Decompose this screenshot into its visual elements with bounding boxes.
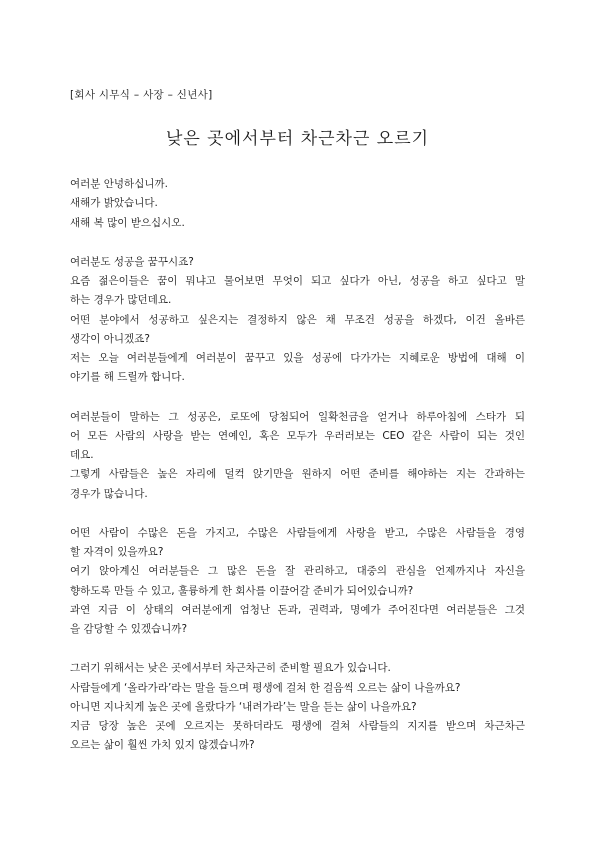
paragraph-5-line-4: 지금 당장 높은 곳에 오르지는 못하더라도 평생에 걸쳐 사람들의 지지를 받으며 차근차근	[70, 720, 525, 732]
paragraph-5-line-1: 그러기 위해서는 낮은 곳에서부터 차근차근히 준비할 필요가 있습니다.	[70, 662, 391, 675]
paragraph-1-line-3: 새해 복 많이 받으십시오.	[70, 216, 185, 229]
paragraph-5-line-3: 아니면 지나치게 높은 곳에 올랐다가 ‘내려가라’는 말을 듣는 삶이 나을까요?	[70, 700, 417, 713]
paragraph-2-line-4: 어떤 분야에서 성공하고 싶은지는 결정하지 않은 채 무조건 성공을 하겠다, 이건 올바른	[70, 313, 525, 326]
paragraph-2-line-5: 생각이 아니겠죠?	[70, 332, 150, 345]
paragraph-2-line-1: 여러분도 성공을 꿈꾸시죠?	[70, 255, 194, 268]
paragraph-3-line-4: 그렇게 사람들은 높은 자리에 덜컥 앉기만을 원하지 어떤 준비를 해야하는 지는 간과하는	[70, 468, 525, 481]
paragraph-2-line-2: 요즘 젊은이들은 꿈이 뭐냐고 물어보면 무엇이 되고 싶다가 아닌, 성공을 하고 싶다고 말	[70, 275, 525, 287]
paragraph-2-line-6: 저는 오늘 여러분들에게 여러분이 꿈꾸고 있을 성공에 다가가는 지혜로운 방법에 대해 이	[70, 352, 525, 364]
paragraph-3-line-3: 데요.	[70, 449, 94, 461]
paragraph-gap	[70, 388, 525, 408]
paragraph-3-line-5: 경우가 많습니다.	[70, 487, 148, 500]
paragraph-4-line-6: 을 감당할 수 있겠습니까?	[70, 623, 188, 635]
paragraph-gap	[70, 504, 525, 524]
paragraph-gap	[70, 639, 525, 659]
page-title: 낮은 곳에서부터 차근차근 오르기	[165, 129, 430, 149]
paragraph-1-line-1: 여러분 안녕하십니까.	[70, 178, 168, 190]
paragraph-5-line-2: 사람들에게 ‘올라가라’라는 말을 들으며 평생에 걸쳐 한 걸음씩 오르는 삶이 나을까요?	[70, 681, 461, 694]
paragraph-5-line-5: 오르는 삶이 훨씬 가치 있지 않겠습니까?	[70, 739, 255, 752]
paragraph-4-line-5: 과연 지금 이 상태의 여러분에게 엄청난 돈과, 권력과, 명예가 주어진다면 여러분들은 그것	[70, 603, 525, 616]
event-header: [회사 시무식 – 사장 – 신년사]	[70, 89, 213, 101]
paragraph-3-line-1: 여러분들이 말하는 그 성공은, 로또에 당첨되어 일확천금을 얻거나 하루아침에 스타가 되	[70, 410, 525, 423]
paragraph-gap	[70, 233, 525, 253]
speech-body	[70, 175, 525, 756]
paragraph-4-line-1: 어떤 사람이 수많은 돈을 가지고, 수많은 사람들에게 사랑을 받고, 수많은 사람들을 경영	[70, 526, 525, 539]
paragraph-2-line-3: 하는 경우가 많던데요.	[70, 294, 172, 307]
paragraph-4-line-3: 여기 앉아계신 여러분들은 그 많은 돈을 잘 관리하고, 대중의 관심을 언제까지나 자신을	[70, 565, 525, 578]
paragraph-4-line-2: 할 자격이 있을까요?	[70, 546, 164, 558]
paragraph-3-line-2: 어 모든 사람의 사랑을 받는 연예인, 혹은 모두가 우러러보는 CEO 같은 사람이 되는 것인	[70, 429, 525, 442]
paragraph-4-line-4: 향하도록 만들 수 있고, 훌륭하게 한 회사를 이끌어갈 준비가 되어있습니까?	[70, 584, 414, 597]
paragraph-1-line-2: 새해가 밝았습니다.	[70, 197, 158, 210]
paragraph-2-line-7: 야기를 해 드릴까 합니다.	[70, 371, 185, 384]
